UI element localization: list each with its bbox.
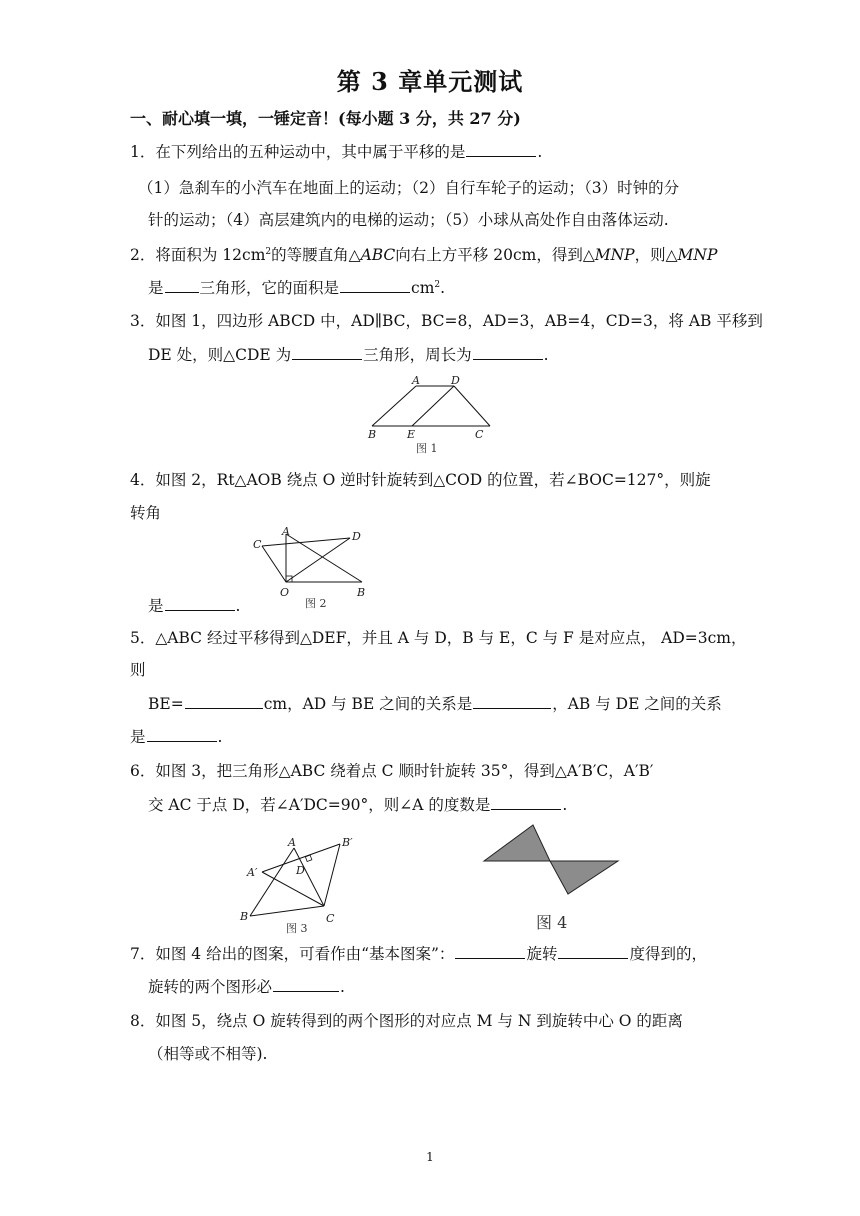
- q2-blank-2[interactable]: [340, 278, 410, 293]
- q7-line2-b: .: [340, 978, 345, 996]
- q3-line2-a: DE 处，则△CDE 为: [148, 346, 292, 364]
- q5-blank-3[interactable]: [147, 727, 217, 742]
- q2-line2-d: .: [440, 279, 446, 298]
- q7-blank-1[interactable]: [455, 944, 525, 959]
- figure-3-rotation: [238, 834, 368, 936]
- q7-blank-3[interactable]: [273, 977, 339, 992]
- fig2-edge-od: [286, 538, 350, 582]
- q4-line-2: 转角: [130, 504, 162, 522]
- fig1-label-d: D: [451, 374, 460, 387]
- fig1-edge-de: [412, 386, 454, 426]
- fig3-label-ap: A′: [247, 866, 258, 879]
- q2-mnp-2: MNP: [677, 246, 718, 265]
- q2-abc: ABC: [360, 246, 396, 265]
- fig1-label-e: E: [407, 428, 416, 441]
- fig4-right-triangle: [550, 861, 618, 894]
- fig3-label-c: C: [326, 912, 335, 925]
- question-3: 3．如图 1，四边形 ABCD 中，AD∥BC，BC=8，AD=3，AB=4，CD=3，将 AB 平移到: [130, 312, 763, 330]
- fig3-edge-bpc: [324, 844, 340, 906]
- fig3-label-b: B: [240, 910, 249, 923]
- fig1-caption: 图 1: [416, 442, 438, 455]
- q7-line-2: [148, 977, 345, 997]
- section-heading: 一、耐心填一填，一锤定音！(每小题 3 分，共 27 分): [130, 109, 521, 128]
- q4-blank[interactable]: [165, 596, 235, 611]
- q2-text-2: 的等腰直角△: [271, 246, 361, 265]
- q1-end: .: [537, 143, 543, 161]
- q2-text-3: 向右上方平移 20cm，得到△: [395, 246, 595, 265]
- fig1-label-b: B: [368, 428, 377, 441]
- fig3-edge-bc: [250, 906, 324, 916]
- q5-line-2: [148, 694, 722, 714]
- q4-line3-b: .: [235, 597, 241, 615]
- q2-sup: 2: [265, 247, 272, 257]
- q2-text-1: 2．将面积为 12cm: [130, 246, 266, 265]
- q1-options-line-2: 针的运动；（4）高层建筑内的电梯的运动；（5）小球从高处作自由落体运动.: [148, 211, 669, 229]
- q5-line3-a: 是: [130, 728, 146, 746]
- fig4-caption: 图 4: [536, 913, 568, 932]
- fig3-edge-ab: [250, 848, 294, 916]
- fig3-right-angle: [305, 855, 311, 861]
- fig2-label-a: A: [282, 525, 290, 538]
- fig2-edge-co: [262, 546, 286, 582]
- question-1: [130, 142, 542, 162]
- question-4: 4．如图 2，Rt△AOB 绕点 O 逆时针旋转到△COD 的位置，若∠BOC=127°，则旋: [130, 471, 711, 489]
- fig1-label-a: A: [412, 374, 420, 387]
- fig4-left-triangle: [484, 825, 550, 861]
- q6-blank[interactable]: [491, 795, 561, 810]
- q5-line2-c: ，AB 与 DE 之间的关系: [552, 695, 722, 713]
- q2-blank-1[interactable]: [165, 278, 199, 293]
- q2-line2-b: 三角形，它的面积是: [199, 279, 340, 298]
- q5-line-1b: 则: [130, 661, 146, 679]
- fig2-label-d: D: [352, 530, 361, 543]
- q5-line3-b: .: [217, 728, 223, 746]
- q6-line2-a: 交 AC 于点 D，若∠A′DC=90°，则∠A 的度数是: [148, 796, 491, 814]
- q2-line-2: [148, 275, 445, 298]
- q5-blank-2[interactable]: [473, 694, 551, 709]
- q5-blank-1[interactable]: [185, 694, 263, 709]
- q7-line1-a: 7．如图 4 给出的图案，可看作由“基本图案”：: [130, 945, 455, 963]
- q3-line2-c: .: [543, 346, 549, 364]
- fig3-caption: 图 3: [286, 922, 308, 935]
- question-6: 6．如图 3，把三角形△ABC 绕着点 C 顺时针旋转 35°，得到△A′B′C，A′B′: [130, 762, 654, 780]
- fig1-edge-dc: [454, 386, 490, 426]
- q1-stem: 1．在下列给出的五种运动中，其中属于平移的是: [130, 143, 466, 161]
- fig2-edge-ab: [286, 534, 362, 582]
- question-5: 5．△ABC 经过平移得到△DEF，并且 A 与 D，B 与 E，C 与 F 是对应点， AD=3cm，: [130, 629, 747, 647]
- fig2-caption: 图 2: [305, 597, 327, 610]
- q5-line2-b: cm，AD 与 BE 之间的关系是: [263, 695, 473, 713]
- q7-line1-c: 度得到的，: [629, 945, 707, 963]
- q2-line2-sup: 2: [434, 280, 441, 290]
- page-title: 第 3 章单元测试: [336, 67, 524, 96]
- q6-line-2: [148, 795, 567, 815]
- question-8: 8．如图 5，绕点 O 旋转得到的两个图形的对应点 M 与 N 到旋转中心 O 的距离: [130, 1012, 683, 1030]
- page-number: 1: [426, 1150, 434, 1164]
- q3-blank-2[interactable]: [473, 345, 543, 360]
- q6-line2-b: .: [562, 796, 568, 814]
- figure-2-rotation: [250, 526, 380, 612]
- fig2-label-c: C: [253, 538, 262, 551]
- q4-line-3: [148, 596, 240, 616]
- fig2-label-b: B: [357, 586, 366, 599]
- fig2-edge-cd: [262, 538, 350, 546]
- figure-4-bowtie: [480, 822, 626, 934]
- q3-line2-b: 三角形，周长为: [363, 346, 472, 364]
- question-2: [130, 242, 717, 265]
- fig3-label-d: D: [296, 864, 305, 877]
- figure-1-trapezoid: [360, 374, 500, 456]
- q2-line2-a: 是: [148, 279, 164, 298]
- fig3-label-a: A: [288, 836, 296, 849]
- q1-options-line-1: （1）急刹车的小汽车在地面上的运动；（2）自行车轮子的运动；（3）时钟的分: [138, 179, 680, 197]
- q7-line1-b: 旋转: [526, 945, 558, 963]
- q1-blank[interactable]: [466, 142, 536, 157]
- fig2-label-o: O: [280, 586, 290, 599]
- q2-text-4: ，则△: [634, 246, 678, 265]
- q3-line-2: [148, 345, 549, 365]
- q7-line2-a: 旋转的两个图形必: [148, 978, 273, 996]
- fig1-label-c: C: [475, 428, 484, 441]
- question-7: [130, 944, 707, 964]
- q5-line2-a: BE=: [148, 695, 184, 713]
- q4-line3-a: 是: [148, 597, 164, 615]
- q3-blank-1[interactable]: [292, 345, 362, 360]
- q5-line-3: [130, 727, 222, 747]
- fig3-label-bp: B′: [342, 836, 353, 849]
- q8-line-2: （相等或不相等).: [148, 1045, 268, 1063]
- q2-mnp: MNP: [594, 246, 635, 265]
- fig1-edge-ab: [372, 386, 416, 426]
- q7-blank-2[interactable]: [558, 944, 628, 959]
- q2-line2-c: cm: [411, 279, 435, 298]
